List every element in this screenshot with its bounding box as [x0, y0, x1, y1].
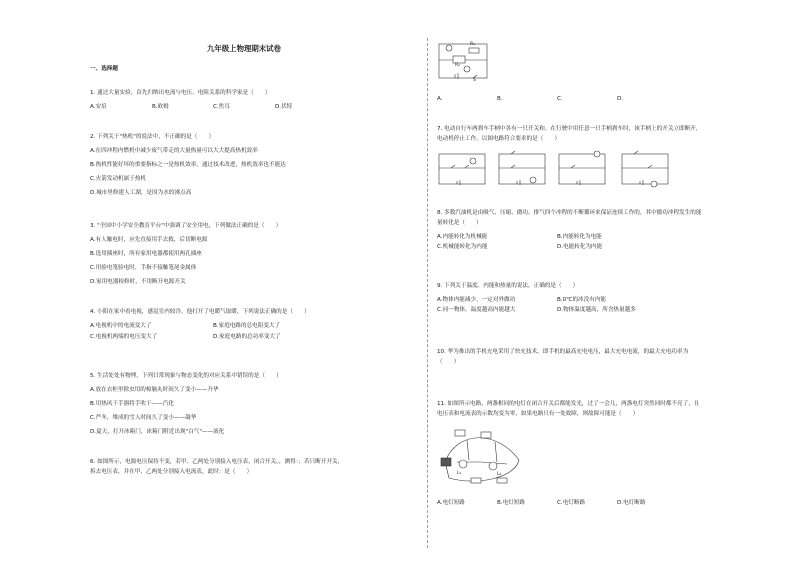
q8-opt-b: B.内能转化为电能	[557, 234, 602, 240]
q6-opt-a: A.	[437, 96, 443, 102]
q2-opt-a: A.在四冲程内燃机中减少废气带走的大量热量可以大大提高热机效率	[90, 148, 258, 154]
q5-opt-b: B.用热风干手器将手吹干——汽化	[90, 401, 174, 407]
q9-opt-c: C.同一物体，温度越高内能越大	[437, 307, 516, 313]
q1-opt-b: B.欧姆	[152, 104, 169, 110]
q6-opt-d: D.	[617, 96, 624, 102]
q6-circuit-figure	[437, 42, 492, 84]
q11-circuit-figure	[437, 420, 527, 492]
q1-stem: 1. 通过大量实验，首先归纳出电流与电压、电阻关系的科学家是（ ）	[90, 90, 271, 96]
q2-stem: 2. 下列关于"热机"的说法中，不正确的是（ ）	[90, 134, 215, 140]
q2-opt-c: C.火箭发动机属于热机	[90, 176, 147, 182]
q5-opt-d: D.夏天，打开冰箱门，冰箱门附近出现"白气"——液化	[90, 429, 225, 435]
q7-line-1: 7. 电动自行车两刹车手柄中各有一只开关和。在行驶中用任意一只手柄刹车时，该手柄上的开关立即断开，	[437, 126, 702, 132]
q1-opt-a: A.安培	[90, 104, 107, 110]
q9-opt-a: A.物体内能减少，一定对外做功	[437, 297, 516, 303]
q10-line-2: （ ）	[437, 359, 460, 365]
q2-opt-d: D.城市里修建人工湖，是因为水的沸点高	[90, 190, 192, 196]
q11-opt-b: B.电灯短路	[497, 500, 525, 506]
q11-line-2: 电压表和电流表的示数均变为零，如果电路只有一处故障，则故障可能是（ ）	[437, 411, 639, 417]
q11-fig-label-l1: L₁	[457, 471, 462, 476]
q10-line-1: 10. 华为推出的手机充电采用了快充技术，即手机的最高充电电压，最大充电电流，的最大充电功率为	[437, 349, 689, 355]
section-heading: 一、选择题	[90, 66, 118, 72]
q3-opt-a: A.有人触电时，应先直接用手去救，后切断电源	[90, 237, 208, 243]
q9-stem: 9. 下列关于温度、内能和热量的说法，正确的是（ ）	[437, 283, 579, 289]
q5-opt-a: A.放在衣柜里除虫用的樟脑丸时间久了变小——升华	[90, 387, 219, 393]
q7-circuit-a	[437, 152, 487, 186]
q2-opt-b: B.热机性能好坏的重要指标之一是热机效率，通过技术改进，热机效率也不能达	[90, 162, 286, 168]
q4-opt-a: A.电视机中的电流变大了	[90, 323, 152, 329]
q4-opt-d: D.家庭电路的总功率变大了	[213, 334, 281, 340]
column-divider	[427, 38, 428, 548]
q7-circuit-c	[557, 152, 607, 186]
q6-line-1: 6. 如图所示，电源电压保持不变，若甲、乙两处分别接入电压表，闭合开关，，测得：；若只断开开关，	[90, 459, 344, 465]
q3-opt-d: D.家用电器检修时，不用断开电源开关	[90, 279, 186, 285]
q1-opt-c: C.焦耳	[213, 104, 230, 110]
q3-stem: 3. "全国中小学安全教育平台"中强调了安全用电，下列做法正确的是（ ）	[90, 223, 282, 229]
q11-opt-d: D.电灯断路	[617, 500, 646, 506]
q4-opt-b: B.家庭电路的总电阻变大了	[213, 323, 281, 329]
q5-opt-c: C.严冬，堆成的雪人时间久了变小——凝华	[90, 415, 197, 421]
q4-opt-c: C.电视机两端的电压变大了	[90, 334, 158, 340]
q8-line-2: 量转化是（ ）	[437, 220, 482, 226]
q8-opt-d: D.电能转化为内能	[557, 244, 603, 250]
q5-stem: 5. 生活处处有物理，下列日常现象与物态变化的对应关系中错误的是（ ）	[90, 373, 282, 379]
q9-opt-b: B.0℃的冰没有内能	[557, 297, 607, 303]
q6-opt-c: C.	[557, 96, 563, 102]
q4-stem: 4. 小阳在家中看电视，感觉室内较冷，他打开了电暖气取暖，下列说法正确的是（ ）	[90, 309, 310, 315]
q1-opt-d: D.伏特	[275, 104, 293, 110]
q3-opt-b: B.选用插座时，所有家用电器都使用两孔插座	[90, 251, 202, 257]
q6-fig-label-r2: R₂	[455, 63, 460, 68]
q6-opt-b: B.	[497, 96, 503, 102]
q6-fig-label-r1: R₁	[470, 42, 475, 47]
q3-opt-c: C.用验电笔验电时，手指不接触笔尾金属体	[90, 265, 197, 271]
q11-opt-a: A.电灯短路	[437, 500, 465, 506]
q11-opt-c: C.电灯断路	[557, 500, 586, 506]
q11-line-1: 11. 如图所示电路，两盏相同的电灯在闭合开关后都能发光，过了一会儿，两盏电灯突然同时都不亮了，且	[437, 401, 700, 407]
q6-line-2: 拆去电压表，并在甲、乙两处分别接入电流表，此时：是（ ）	[90, 469, 253, 475]
q7-line-2: 电动机停止工作。以图电路符合要求的是（ ）	[437, 136, 561, 142]
q7-circuit-b	[497, 152, 547, 186]
q8-line-1: 8. 多数汽油机是由吸气、压缩、做功、排气四个冲程的不断循环来保证连续工作的，其中做功冲程发生的能	[437, 210, 702, 216]
q8-opt-a: A.内能转化为机械能	[437, 234, 488, 240]
q6-fig-label-s: S	[473, 78, 476, 83]
page-title: 九年级上物理期末试卷	[207, 44, 281, 53]
q11-fig-label-l2: L₂	[497, 472, 502, 477]
q7-circuit-d	[620, 152, 670, 186]
q8-opt-c: C.机械能转化为内能	[437, 244, 488, 250]
q9-opt-d: D.物体温度越高，所含热量越多	[557, 307, 636, 313]
